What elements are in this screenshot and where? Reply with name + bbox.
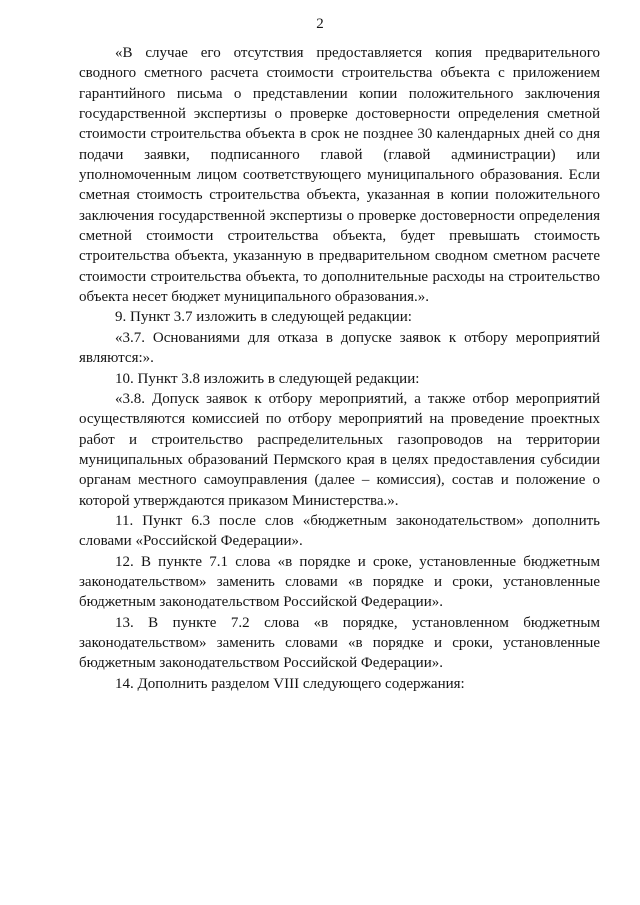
paragraph-item-9: 9. Пункт 3.7 изложить в следующей редакции: [115,309,412,326]
paragraph-item-13: 13. В пункте 7.2 слова «в порядке, установленном бюджетным законодательством» заменить словами «в порядке и сроки, установленные бюджетным законодательством Российской Федерации». [79,614,600,672]
paragraph-item-14: 14. Дополнить разделом VIII следующего содержания: [115,675,465,692]
paragraph-quoted-3-7: «3.7. Основаниями для отказа в допуске заявок к отбору мероприятий являются:». [79,329,600,367]
paragraph-quoted-estimate-clause: «В случае его отсутствия предоставляется копия предварительного сводного сметного расчета стоимости строительства объекта с приложением гарантийного письма о представлении копии положительного заключения государственной экспертизы о проверке достоверности определения сметной стоимости строительства объекта в срок не позднее 30 календарных дней со дня подачи заявки, подписанного главой (главой администрации) или уполномоченным лицом соответствующего муниципального образования. Если сметная стоимость строительства объекта, указанная в копии положительного заключения государственной экспертизы о проверке достоверности определения сметной стоимости строительства объекта, будет превышать стоимость строительства объекта, указанную в предварительном сводном сметном расчете стоимости строительства объекта, то дополнительные расходы на строительство объекта несет бюджет муниципального образования.». [79,45,600,306]
paragraph-item-12: 12. В пункте 7.1 слова «в порядке и сроке, установленные бюджетным законодательством» заменить словами «в порядке и сроки, установленные бюджетным законодательством Российской Федерации». [79,553,600,611]
paragraph-item-11: 11. Пункт 6.3 после слов «бюджетным законодательством» дополнить словами «Российской Федерации». [79,512,600,550]
paragraph-quoted-3-8: «3.8. Допуск заявок к отбору мероприятий, а также отбор мероприятий осуществляются комиссией по отбору мероприятий на проведение проектных работ и строительство распределительных газопроводов на территории муниципальных образований Пермского края в целях предоставления субсидии органам местного самоуправления (далее – комиссия), состав и положение о которой утверждаются приказом Министерства.». [79,390,600,509]
document-body [79,43,600,694]
paragraph-item-10: 10. Пункт 3.8 изложить в следующей редакции: [115,370,420,387]
page-number: 2 [316,16,324,32]
